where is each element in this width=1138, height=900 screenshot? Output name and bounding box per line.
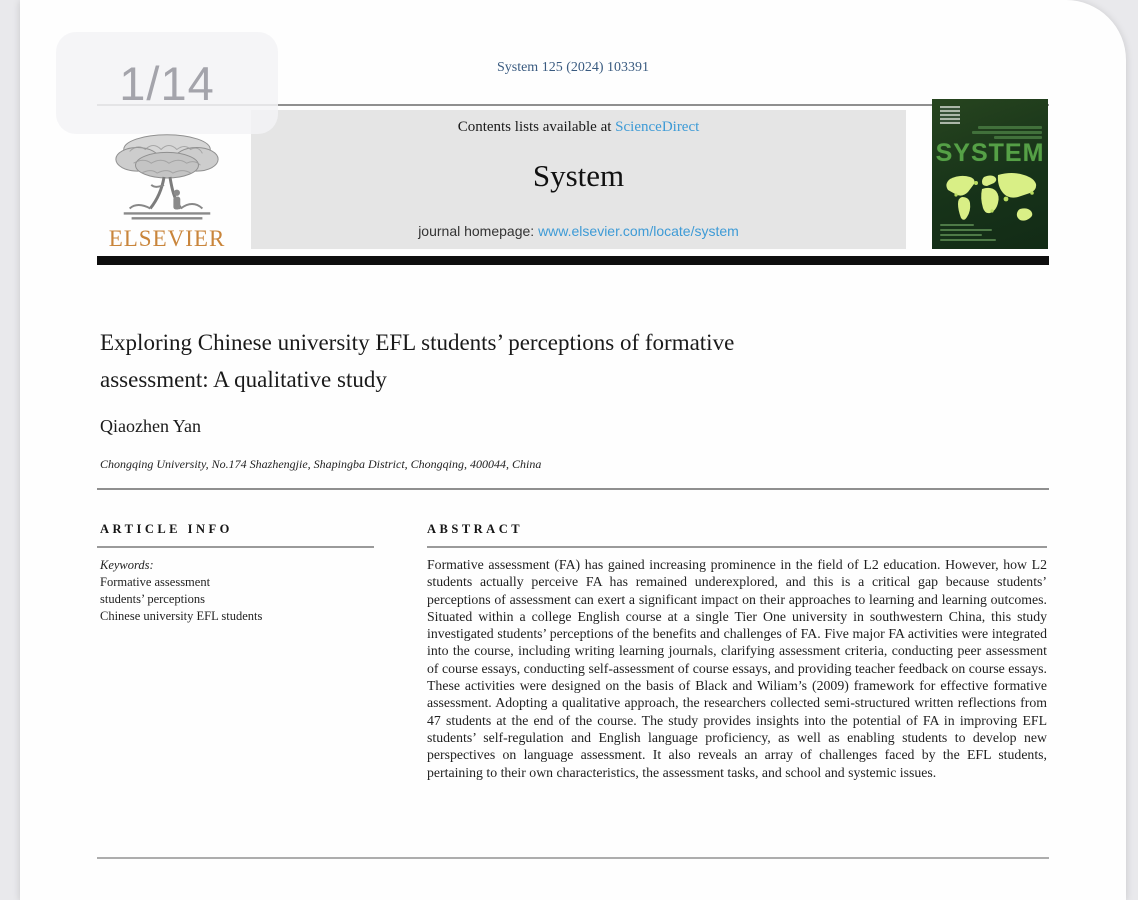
- frontmatter-rule: [97, 488, 1049, 490]
- abstract-text: Formative assessment (FA) has gained increasing prominence in the field of L2 education. However, how L2 students actually perceive FA has remained underexplored, and this is a critical gap because students’ perceptions of assessment can exert a significant impact on their approaches to learning and learning outcomes. Situated within a college English course at a single Tier One university in southwestern China, this study investigated students’ perceptions of the benefits and challenges of FA. Five major FA activities were integrated into the course, including writing learning journals, clarifying assessment criteria, conducting peer assessment of course essays, conducting self-assessment of course essays, and providing teacher feedback on course essays. These activities were designed on the basis of Black and Wiliam’s (2009) framework for effective formative assessment. Adopting a qualitative approach, the researchers collected semi-structured written reflections from 47 students at the end of the course. The study provides insights into the potential of FA in improving EFL students’ self-regulation and English language proficiency, as well as enabling students to develop new perspectives on language assessment. It also reveals an array of challenges faced by the EFL students, pertaining to their own characteristics, the assessment tasks, and school and systemic issues.: [427, 557, 1047, 780]
- keyword-item: Formative assessment: [100, 575, 211, 589]
- journal-citation: System 125 (2024) 103391: [496, 60, 650, 75]
- elsevier-tree-icon: [108, 129, 226, 225]
- journal-header-box: [251, 110, 906, 249]
- cover-publisher-mark-icon: [940, 106, 960, 124]
- elsevier-wordmark: ELSEVIER: [108, 226, 226, 251]
- contents-prefix: Contents lists available at: [457, 119, 616, 135]
- author-affiliation: Chongqing University, No.174 Shazhengjie, Shapingba District, Chongqing, 400044, China: [100, 457, 542, 471]
- homepage-prefix: journal homepage:: [418, 223, 539, 239]
- keywords-block: [100, 557, 400, 625]
- keyword-item: Chinese university EFL students: [100, 609, 263, 623]
- sciencedirect-link[interactable]: ScienceDirect: [615, 119, 700, 135]
- article-title: Exploring Chinese university EFL students’ perceptions of formative assessment: A qualitative study: [100, 330, 735, 392]
- author-name: Qiaozhen Yan: [100, 416, 201, 436]
- article-info-heading: ARTICLE INFO: [100, 522, 233, 536]
- homepage-line: [251, 223, 906, 239]
- page-indicator-label: 1/14: [119, 56, 215, 110]
- bottom-rule: [97, 857, 1049, 859]
- article-info-rule: [97, 546, 374, 548]
- header-divider-bar: [97, 256, 1049, 265]
- cover-subtitle-lines: [972, 126, 1042, 139]
- keywords-label: Keywords:: [100, 558, 154, 572]
- journal-cover-thumbnail: [932, 99, 1048, 249]
- page-indicator-overlay: [56, 32, 278, 134]
- abstract-rule: [427, 546, 1047, 548]
- abstract-heading: ABSTRACT: [427, 522, 524, 536]
- cover-journal-title: SYSTEM: [935, 139, 1045, 167]
- cover-editor-lines: [940, 224, 996, 241]
- contents-line: [251, 119, 906, 136]
- keyword-item: students’ perceptions: [100, 592, 205, 606]
- journal-homepage-link[interactable]: www.elsevier.com/locate/system: [538, 223, 739, 239]
- journal-name: System: [532, 158, 625, 193]
